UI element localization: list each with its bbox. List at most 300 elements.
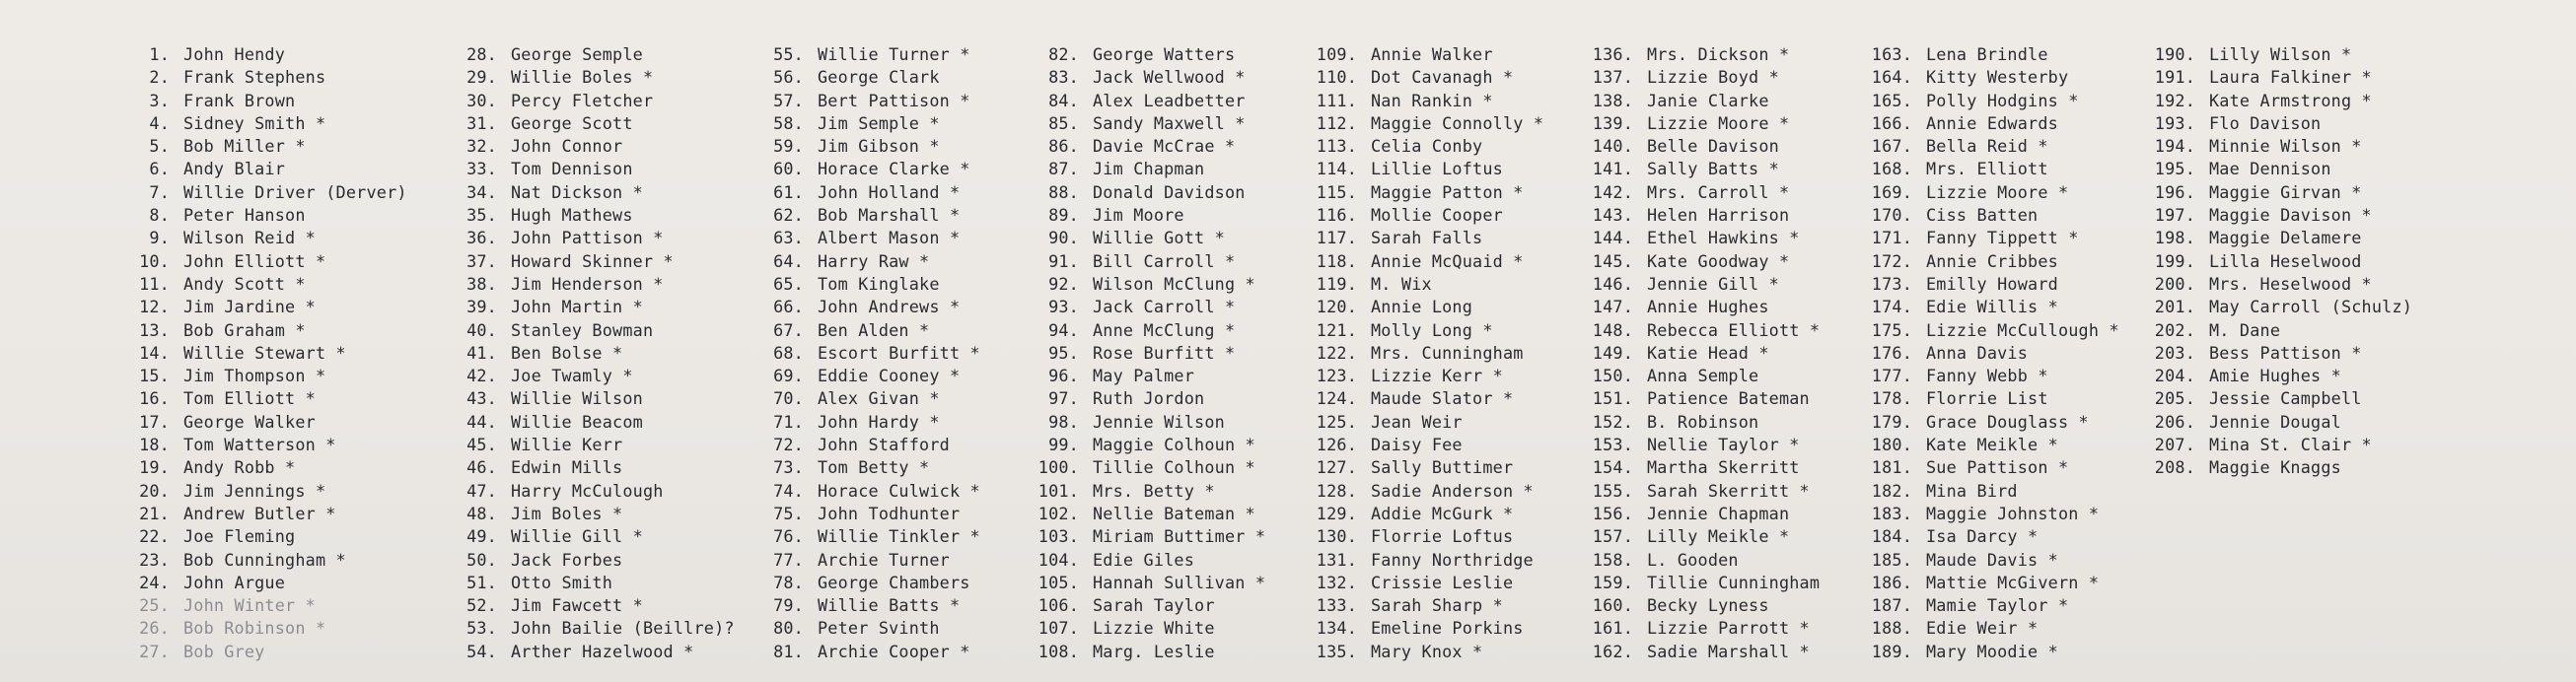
entry-number: 172. <box>1871 250 1912 271</box>
entry-number: 155. <box>1592 480 1633 501</box>
list-entry <box>1582 365 1820 387</box>
entry-number: 178. <box>1871 388 1912 409</box>
entry-name: Maggie Delamere <box>2209 228 2362 248</box>
list-entry <box>1028 90 1265 112</box>
entry-name: Emeline Porkins <box>1371 618 1524 639</box>
entry-number: 148. <box>1592 319 1633 340</box>
entry-name: Willie Stewart * <box>183 342 346 363</box>
list-entry <box>446 204 735 227</box>
entry-number: 24. <box>139 572 170 592</box>
entry-name: Maggie Connolly * <box>1371 112 1544 133</box>
entry-number: 49. <box>466 526 497 547</box>
entry-name: Mina St. Clair * <box>2209 435 2372 455</box>
list-entry <box>752 641 980 663</box>
name-column-3 <box>752 43 980 663</box>
list-entry <box>1306 480 1543 503</box>
entry-name: Alex Givan * <box>818 388 940 409</box>
list-entry <box>1306 503 1543 525</box>
entry-name: Celia Conby <box>1371 136 1483 157</box>
list-entry <box>752 112 980 135</box>
entry-number: 181. <box>1871 457 1912 478</box>
entry-name: John Connor <box>511 136 623 157</box>
name-column-7 <box>1861 43 2119 663</box>
entry-number: 202. <box>2154 319 2195 340</box>
list-entry <box>1028 594 1265 617</box>
list-entry <box>1582 90 1820 112</box>
entry-number: 27. <box>139 641 170 661</box>
list-entry <box>118 204 407 227</box>
list-entry <box>446 641 735 663</box>
entry-name: Davie McCrae * <box>1093 136 1236 157</box>
entry-name: Archie Cooper * <box>818 641 970 661</box>
entry-name: John Todhunter <box>818 503 961 523</box>
entry-number: 175. <box>1871 319 1912 340</box>
entry-name: Miriam Buttimer * <box>1093 526 1266 547</box>
entry-number: 176. <box>1871 342 1912 363</box>
entry-name: Tillie Cunningham <box>1647 572 1821 592</box>
list-entry <box>118 480 407 503</box>
entry-number: 57. <box>773 90 804 110</box>
entry-number: 131. <box>1316 549 1357 570</box>
list-entry <box>1861 525 2119 548</box>
entry-number: 70. <box>773 388 804 409</box>
list-entry <box>1582 549 1820 572</box>
entry-name: Sadie Marshall * <box>1647 641 1810 661</box>
entry-number: 171. <box>1871 228 1912 248</box>
entry-name: Annie McQuaid * <box>1371 250 1524 271</box>
entry-number: 30. <box>466 90 497 110</box>
entry-name: Sarah Falls <box>1371 228 1483 248</box>
entry-number: 158. <box>1592 549 1633 570</box>
entry-name: Hannah Sullivan * <box>1093 572 1266 592</box>
entry-name: Bob Cunningham * <box>183 549 346 570</box>
entry-name: Hugh Mathews <box>511 205 633 226</box>
entry-name: Kitty Westerby <box>1926 67 2069 88</box>
list-entry <box>1861 503 2119 525</box>
entry-name: Willie Driver (Derver) <box>183 181 407 202</box>
entry-name: Sarah Taylor <box>1093 595 1215 616</box>
list-entry <box>118 227 407 249</box>
entry-name: Minnie Wilson * <box>2209 136 2362 157</box>
list-entry <box>446 273 735 296</box>
entry-name: Mrs. Betty * <box>1093 480 1215 501</box>
entry-number: 53. <box>466 618 497 639</box>
entry-name: Willie Beacom <box>511 411 643 432</box>
entry-name: Kate Goodway * <box>1647 250 1790 271</box>
entry-name: Jim Moore <box>1093 205 1184 226</box>
list-entry <box>1861 456 2119 479</box>
entry-name: Lizzie Kerr * <box>1371 366 1503 386</box>
list-entry <box>446 594 735 617</box>
entry-name: Horace Culwick * <box>818 480 980 501</box>
entry-name: Donald Davidson <box>1093 181 1246 202</box>
list-entry <box>2144 158 2412 180</box>
entry-name: Tom Dennison <box>511 159 633 179</box>
entry-number: 64. <box>773 250 804 271</box>
entry-name: Frank Stephens <box>183 67 326 88</box>
entry-name: Lilly Meikle * <box>1647 526 1790 547</box>
list-entry <box>1306 525 1543 548</box>
name-column-2 <box>446 43 735 663</box>
entry-name: Mrs. Carroll * <box>1647 181 1790 202</box>
entry-number: 183. <box>1871 503 1912 523</box>
entry-number: 102. <box>1038 503 1079 523</box>
entry-number: 127. <box>1316 457 1357 478</box>
entry-number: 55. <box>773 44 804 64</box>
entry-number: 37. <box>466 250 497 271</box>
list-entry <box>1861 319 2119 342</box>
list-entry <box>118 342 407 365</box>
entry-number: 204. <box>2154 366 2195 386</box>
entry-number: 82. <box>1048 44 1079 64</box>
entry-number: 174. <box>1871 297 1912 317</box>
entry-name: John Argue <box>183 572 286 592</box>
entry-number: 69. <box>773 366 804 386</box>
list-entry <box>1306 411 1543 434</box>
entry-name: Sally Buttimer <box>1371 457 1514 478</box>
entry-name: Sarah Skerritt * <box>1647 480 1810 501</box>
entry-number: 40. <box>466 319 497 340</box>
entry-name: Escort Burfitt * <box>818 342 980 363</box>
list-entry <box>1306 66 1543 89</box>
list-entry <box>118 135 407 158</box>
entry-name: Tom Kinglake <box>818 273 940 294</box>
entry-number: 43. <box>466 388 497 409</box>
list-entry <box>118 434 407 456</box>
entry-name: Edie Willis * <box>1926 297 2058 317</box>
entry-number: 61. <box>773 181 804 202</box>
list-entry <box>118 456 407 479</box>
list-entry <box>446 135 735 158</box>
entry-number: 157. <box>1592 526 1633 547</box>
entry-number: 179. <box>1871 411 1912 432</box>
entry-name: John Elliott * <box>183 250 326 271</box>
list-entry <box>1582 250 1820 273</box>
entry-name: Mae Dennison <box>2209 159 2331 179</box>
list-entry <box>1028 158 1265 180</box>
entry-number: 14. <box>139 342 170 363</box>
entry-name: Bess Pattison * <box>2209 342 2362 363</box>
entry-number: 45. <box>466 435 497 455</box>
entry-number: 197. <box>2154 205 2195 226</box>
entry-number: 205. <box>2154 388 2195 409</box>
list-entry <box>1306 365 1543 387</box>
entry-number: 112. <box>1316 112 1357 133</box>
entry-number: 92. <box>1048 273 1079 294</box>
entry-number: 193. <box>2154 112 2195 133</box>
entry-name: Daisy Fee <box>1371 435 1463 455</box>
entry-name: M. Wix <box>1371 273 1432 294</box>
entry-name: Albert Mason * <box>818 228 961 248</box>
entry-number: 89. <box>1048 205 1079 226</box>
entry-name: Ethel Hawkins * <box>1647 228 1800 248</box>
entry-name: Maggie Davison * <box>2209 205 2372 226</box>
entry-name: Jack Wellwood * <box>1093 67 1246 88</box>
entry-number: 163. <box>1871 44 1912 64</box>
entry-number: 58. <box>773 112 804 133</box>
list-entry <box>752 250 980 273</box>
entry-number: 164. <box>1871 67 1912 88</box>
entry-number: 106. <box>1038 595 1079 616</box>
list-entry <box>1861 411 2119 434</box>
entry-name: Stanley Bowman <box>511 319 654 340</box>
entry-name: L. Gooden <box>1647 549 1739 570</box>
entry-number: 185. <box>1871 549 1912 570</box>
entry-name: Percy Fletcher <box>511 90 654 110</box>
entry-number: 159. <box>1592 572 1633 592</box>
entry-name: Anna Semple <box>1647 366 1759 386</box>
entry-name: John Andrews * <box>818 297 961 317</box>
list-entry <box>1306 227 1543 249</box>
list-entry <box>118 641 407 663</box>
entry-name: Lizzie McCullough * <box>1926 319 2119 340</box>
list-entry <box>1028 135 1265 158</box>
list-entry <box>1306 181 1543 204</box>
entry-name: Lizzie White <box>1093 618 1215 639</box>
entry-name: Annie Long <box>1371 297 1473 317</box>
entry-name: Marg. Leslie <box>1093 641 1215 661</box>
entry-number: 141. <box>1592 159 1633 179</box>
entry-number: 52. <box>466 595 497 616</box>
list-entry <box>2144 319 2412 342</box>
entry-number: 2. <box>149 67 170 88</box>
list-entry <box>752 525 980 548</box>
entry-number: 94. <box>1048 319 1079 340</box>
entry-number: 184. <box>1871 526 1912 547</box>
entry-number: 13. <box>139 319 170 340</box>
list-entry <box>1582 503 1820 525</box>
list-entry <box>1028 273 1265 296</box>
entry-number: 118. <box>1316 250 1357 271</box>
list-entry <box>752 572 980 594</box>
entry-name: Mrs. Elliott <box>1926 159 2048 179</box>
entry-number: 149. <box>1592 342 1633 363</box>
entry-number: 132. <box>1316 572 1357 592</box>
entry-name: Sally Batts * <box>1647 159 1779 179</box>
list-entry <box>446 112 735 135</box>
entry-number: 76. <box>773 526 804 547</box>
entry-number: 11. <box>139 273 170 294</box>
list-entry <box>1582 411 1820 434</box>
entry-number: 7. <box>149 181 170 202</box>
entry-name: Laura Falkiner * <box>2209 67 2372 88</box>
entry-name: Andrew Butler * <box>183 503 336 523</box>
entry-number: 79. <box>773 595 804 616</box>
entry-number: 28. <box>466 44 497 64</box>
list-entry <box>1028 456 1265 479</box>
entry-number: 15. <box>139 366 170 386</box>
list-entry <box>752 594 980 617</box>
list-entry <box>1582 456 1820 479</box>
list-entry <box>1028 387 1265 410</box>
entry-name: Amie Hughes * <box>2209 366 2341 386</box>
entry-name: Andy Scott * <box>183 273 306 294</box>
entry-name: Edie Weir * <box>1926 618 2039 639</box>
entry-number: 16. <box>139 388 170 409</box>
list-entry <box>446 617 735 640</box>
entry-name: Willie Kerr <box>511 435 623 455</box>
entry-number: 90. <box>1048 228 1079 248</box>
list-entry <box>1028 549 1265 572</box>
entry-number: 126. <box>1316 435 1357 455</box>
entry-name: May Palmer <box>1093 366 1195 386</box>
list-entry <box>1306 572 1543 594</box>
list-entry <box>1028 434 1265 456</box>
list-entry <box>1028 181 1265 204</box>
entry-number: 1. <box>149 44 170 64</box>
entry-name: Wilson Reid * <box>183 228 316 248</box>
list-entry <box>2144 296 2412 318</box>
list-entry <box>1582 572 1820 594</box>
entry-number: 26. <box>139 618 170 639</box>
entry-number: 116. <box>1316 205 1357 226</box>
list-entry <box>1861 617 2119 640</box>
entry-name: Lena Brindle <box>1926 44 2048 64</box>
entry-name: Peter Svinth <box>818 618 940 639</box>
list-entry <box>1028 112 1265 135</box>
entry-number: 208. <box>2154 457 2195 478</box>
entry-name: Mollie Cooper <box>1371 205 1503 226</box>
entry-name: Willie Wilson <box>511 388 643 409</box>
list-entry <box>118 181 407 204</box>
list-entry <box>1861 365 2119 387</box>
entry-name: Annie Walker <box>1371 44 1493 64</box>
entry-number: 135. <box>1316 641 1357 661</box>
entry-number: 137. <box>1592 67 1633 88</box>
entry-number: 170. <box>1871 205 1912 226</box>
entry-name: Nellie Taylor * <box>1647 435 1800 455</box>
list-entry <box>1861 112 2119 135</box>
entry-number: 63. <box>773 228 804 248</box>
entry-name: Bella Reid * <box>1926 136 2048 157</box>
list-entry <box>2144 273 2412 296</box>
list-entry <box>2144 204 2412 227</box>
list-entry <box>1861 273 2119 296</box>
entry-number: 99. <box>1048 435 1079 455</box>
entry-number: 105. <box>1038 572 1079 592</box>
entry-name: Eddie Cooney * <box>818 366 961 386</box>
entry-number: 187. <box>1871 595 1912 616</box>
entry-name: Rose Burfitt * <box>1093 342 1236 363</box>
list-entry <box>1306 319 1543 342</box>
list-entry <box>752 90 980 112</box>
list-entry <box>446 456 735 479</box>
entry-name: Willie Batts * <box>818 595 961 616</box>
entry-name: Fanny Northridge <box>1371 549 1534 570</box>
entry-name: Jennie Chapman <box>1647 503 1790 523</box>
list-entry <box>446 480 735 503</box>
list-entry <box>1028 411 1265 434</box>
list-entry <box>1861 296 2119 318</box>
entry-name: Maude Slator * <box>1371 388 1514 409</box>
entry-number: 50. <box>466 549 497 570</box>
entry-number: 8. <box>149 205 170 226</box>
entry-number: 121. <box>1316 319 1357 340</box>
entry-name: Jean Weir <box>1371 411 1463 432</box>
entry-name: Kate Armstrong * <box>2209 90 2372 110</box>
entry-number: 10. <box>139 250 170 271</box>
entry-name: Mrs. Dickson * <box>1647 44 1790 64</box>
list-entry <box>2144 181 2412 204</box>
list-entry <box>1582 387 1820 410</box>
list-entry <box>752 365 980 387</box>
entry-number: 32. <box>466 136 497 157</box>
entry-name: Crissie Leslie <box>1371 572 1514 592</box>
list-entry <box>1306 135 1543 158</box>
entry-name: Peter Hanson <box>183 205 306 226</box>
entry-number: 207. <box>2154 435 2195 455</box>
entry-number: 113. <box>1316 136 1357 157</box>
list-entry <box>118 296 407 318</box>
entry-number: 20. <box>139 480 170 501</box>
entry-name: George Semple <box>511 44 643 64</box>
entry-name: Jennie Wilson <box>1093 411 1225 432</box>
entry-name: Sue Pattison * <box>1926 457 2069 478</box>
entry-number: 153. <box>1592 435 1633 455</box>
entry-number: 67. <box>773 319 804 340</box>
entry-name: Willie Gill * <box>511 526 643 547</box>
entry-number: 104. <box>1038 549 1079 570</box>
entry-name: Harry McCulough <box>511 480 664 501</box>
entry-number: 134. <box>1316 618 1357 639</box>
entry-number: 198. <box>2154 228 2195 248</box>
entry-number: 81. <box>773 641 804 661</box>
entry-name: Annie Cribbes <box>1926 250 2058 271</box>
entry-number: 152. <box>1592 411 1633 432</box>
list-entry <box>118 525 407 548</box>
list-entry <box>446 434 735 456</box>
list-entry <box>1028 617 1265 640</box>
entry-number: 200. <box>2154 273 2195 294</box>
entry-name: Willie Gott * <box>1093 228 1225 248</box>
entry-number: 21. <box>139 503 170 523</box>
entry-number: 9. <box>149 228 170 248</box>
list-entry <box>1861 480 2119 503</box>
list-entry <box>1306 273 1543 296</box>
entry-number: 95. <box>1048 342 1079 363</box>
entry-name: Maggie Knaggs <box>2209 457 2341 478</box>
entry-number: 73. <box>773 457 804 478</box>
list-entry <box>1861 66 2119 89</box>
entry-number: 48. <box>466 503 497 523</box>
entry-number: 29. <box>466 67 497 88</box>
entry-number: 142. <box>1592 181 1633 202</box>
list-entry <box>1582 617 1820 640</box>
entry-name: Maggie Johnston * <box>1926 503 2100 523</box>
entry-name: Willie Tinkler * <box>818 526 980 547</box>
entry-number: 199. <box>2154 250 2195 271</box>
list-entry <box>1306 204 1543 227</box>
list-entry <box>1582 342 1820 365</box>
entry-name: Tom Watterson * <box>183 435 336 455</box>
entry-number: 66. <box>773 297 804 317</box>
entry-name: Bert Pattison * <box>818 90 970 110</box>
entry-number: 98. <box>1048 411 1079 432</box>
entry-name: Ruth Jordon <box>1093 388 1205 409</box>
entry-number: 5. <box>149 136 170 157</box>
entry-name: Bill Carroll * <box>1093 250 1236 271</box>
entry-name: Sandy Maxwell * <box>1093 112 1246 133</box>
entry-number: 62. <box>773 205 804 226</box>
list-entry <box>118 617 407 640</box>
list-entry <box>446 549 735 572</box>
list-entry <box>1582 641 1820 663</box>
entry-number: 201. <box>2154 297 2195 317</box>
list-entry <box>1306 641 1543 663</box>
entry-number: 111. <box>1316 90 1357 110</box>
list-entry <box>1861 641 2119 663</box>
entry-name: Willie Boles * <box>511 67 654 88</box>
